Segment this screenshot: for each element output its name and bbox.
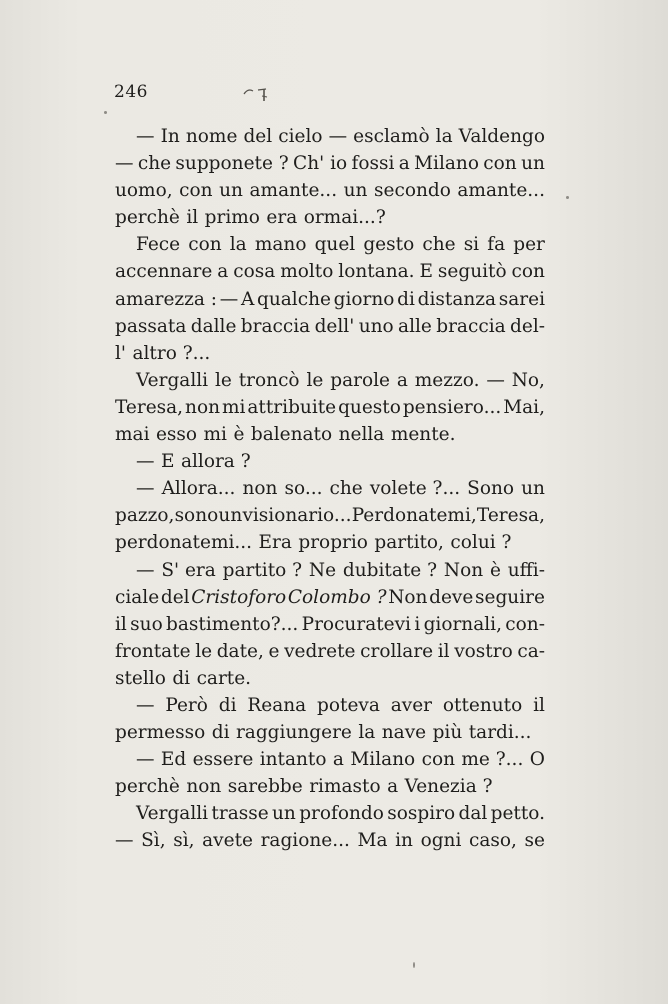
word: mai [115, 424, 150, 446]
text-line [115, 557, 545, 584]
word: perdonatemi... [115, 532, 253, 554]
italic-word: Cristoforo [191, 586, 287, 608]
word: si [463, 234, 480, 256]
word: — [136, 694, 155, 716]
word: supponete ? [175, 153, 289, 175]
word: non [185, 396, 220, 418]
word: essere [192, 749, 254, 771]
word: mi [221, 396, 246, 418]
word: il [437, 640, 450, 662]
word: cosa [233, 261, 276, 283]
word: che [137, 153, 172, 175]
text-line [115, 231, 545, 258]
word: che [329, 478, 363, 500]
word: attribuite [247, 396, 337, 418]
word: Però [165, 694, 208, 716]
word: O [529, 749, 545, 771]
word: In [160, 126, 180, 147]
word: sospiro [387, 803, 456, 825]
word: Ne [308, 559, 337, 581]
word: petto. [490, 803, 545, 825]
word: a [387, 776, 399, 798]
word: la [358, 722, 376, 744]
word: di [172, 667, 191, 689]
word: l' [115, 342, 127, 364]
word: uffi- [507, 559, 545, 581]
word: a [398, 153, 410, 175]
word: Milano [350, 749, 416, 771]
word: Perdonatemi, [351, 505, 477, 527]
word: nome [185, 126, 238, 147]
word: date, [216, 640, 264, 662]
word: carte. [196, 667, 252, 689]
page-number: 246 [114, 82, 148, 102]
word: — [486, 369, 505, 391]
word: E [160, 451, 175, 473]
word: Milano [414, 153, 479, 175]
word: dubitate ? [342, 559, 438, 581]
word: perchè [115, 207, 180, 229]
text-line [115, 177, 545, 204]
word: Non [388, 586, 428, 608]
word: Teresa, [476, 505, 545, 527]
word: con [179, 180, 213, 202]
text-line [115, 286, 545, 313]
text-line [115, 638, 545, 665]
word: avete [202, 830, 253, 852]
word: profondo [299, 803, 384, 825]
word: poteva [317, 694, 380, 716]
word: accennare [115, 261, 213, 283]
word: — [219, 288, 239, 310]
word: rimasto [309, 776, 381, 798]
word: — [115, 153, 134, 175]
word: trasse [211, 803, 269, 825]
word: — [115, 830, 134, 852]
word: amarezza : [115, 288, 218, 310]
word: è [489, 559, 501, 581]
word: giornali, [423, 613, 502, 635]
word: a [217, 261, 229, 283]
word: un [218, 505, 243, 527]
text-line [115, 313, 545, 340]
word: tardi... [468, 722, 532, 744]
word: volete ?... [369, 478, 461, 500]
word: il [533, 694, 545, 716]
word: il [186, 207, 199, 229]
word: bastimento?... [166, 613, 299, 635]
word: — [136, 478, 155, 500]
word: sarei [498, 288, 545, 310]
word: nave [381, 722, 427, 744]
text-line [115, 800, 545, 827]
ink-mark-icon [242, 84, 270, 104]
word: uomo, [115, 180, 173, 202]
word: pazzo, [115, 505, 175, 527]
text-line [115, 502, 545, 529]
word: mi [203, 424, 227, 446]
text-line [115, 529, 545, 556]
word: del- [510, 315, 545, 337]
word: la [229, 234, 247, 256]
word: seguitò [437, 261, 507, 283]
text-line [115, 421, 545, 448]
word: giorno [333, 288, 395, 310]
body-text [115, 123, 545, 855]
text-line [115, 475, 545, 502]
word: non [242, 478, 278, 500]
text-line [115, 204, 545, 231]
word: con- [505, 613, 545, 635]
word: vedrete [284, 640, 356, 662]
word: E [419, 261, 433, 283]
word: stello [115, 667, 166, 689]
word: proprio [298, 532, 368, 554]
word: un [521, 153, 545, 175]
word: braccia [240, 315, 311, 337]
word: partito ? [222, 559, 303, 581]
word: fossi [351, 153, 395, 175]
word: dell' [314, 315, 355, 337]
word: se [524, 830, 545, 852]
word: Reana [247, 694, 307, 716]
word: amante... [249, 180, 338, 202]
word: con [188, 234, 222, 256]
word: a [332, 749, 344, 771]
word: Sì, [141, 830, 166, 852]
word: un [272, 803, 296, 825]
word: perchè [115, 776, 180, 798]
text-line [115, 665, 545, 692]
word: Vergalli [136, 369, 209, 391]
word: Ed [160, 749, 187, 771]
word: uno [358, 315, 394, 337]
word: Venezia ? [404, 776, 493, 798]
word: fa [487, 234, 506, 256]
word: sono [174, 505, 219, 527]
word: — [136, 126, 155, 147]
word: del [243, 126, 273, 147]
word: Vergalli [136, 803, 209, 825]
word: Ch' io [293, 153, 348, 175]
word: più [432, 722, 463, 744]
word: troncò [238, 369, 300, 391]
text-line [115, 746, 545, 773]
word: Valdengo [458, 126, 545, 147]
word: un [343, 180, 368, 202]
word: ottenuto [442, 694, 523, 716]
word: la [435, 126, 453, 147]
word: raggiungere [235, 722, 352, 744]
word: me ?... [461, 749, 524, 771]
word: quel [314, 234, 356, 256]
text-line [115, 367, 545, 394]
word: colui ? [450, 532, 512, 554]
text-line [115, 340, 545, 367]
word: intanto [259, 749, 327, 771]
word: — [136, 749, 155, 771]
word: ogni [420, 830, 462, 852]
word: mezzo. [414, 369, 480, 391]
word: mente. [390, 424, 456, 446]
word: ormai...? [303, 207, 386, 229]
word: Mai, [503, 396, 545, 418]
word: lontana. [338, 261, 415, 283]
word: Sono [467, 478, 515, 500]
word: so... [284, 478, 323, 500]
word: permesso [115, 722, 206, 744]
word: visionario... [242, 505, 352, 527]
word: era [266, 207, 298, 229]
word: suo [130, 613, 163, 635]
word: alle [398, 315, 432, 337]
word: esso [155, 424, 198, 446]
word: partito, [374, 532, 444, 554]
word: ragione... [260, 830, 350, 852]
word: Non [443, 559, 484, 581]
word: qualche [257, 288, 331, 310]
word: S' era [161, 559, 216, 581]
word: No, [511, 369, 545, 391]
word: le [214, 369, 232, 391]
word: non [186, 776, 222, 798]
word: parole [330, 369, 390, 391]
word: le [195, 640, 213, 662]
word: in [395, 830, 413, 852]
word: A [240, 288, 255, 310]
word: vostro [454, 640, 513, 662]
text-line [115, 719, 545, 746]
word: mano [254, 234, 307, 256]
text-line [115, 150, 545, 177]
word: questo [338, 396, 401, 418]
word: sì, [173, 830, 195, 852]
word: di [218, 694, 237, 716]
word: un [219, 180, 243, 202]
word: Procuratevi [301, 613, 411, 635]
word: che [422, 234, 456, 256]
word: esclamò [353, 126, 430, 147]
word: amante... [457, 180, 545, 202]
word: secondo [374, 180, 451, 202]
print-speck [566, 196, 569, 199]
word: del [160, 586, 190, 608]
word: deve [429, 586, 474, 608]
print-speck [413, 962, 415, 968]
word: caso, [469, 830, 517, 852]
word: molto [280, 261, 334, 283]
text-line [115, 123, 545, 150]
text-line [115, 692, 545, 719]
word: con [483, 153, 517, 175]
word: e [268, 640, 280, 662]
word: passata [115, 315, 187, 337]
word: per [513, 234, 545, 256]
word: un [521, 478, 545, 500]
word: è [233, 424, 245, 446]
word: seguire [475, 586, 545, 608]
word: Allora... [161, 478, 236, 500]
word: le [306, 369, 324, 391]
word: con [421, 749, 455, 771]
word: gesto [363, 234, 415, 256]
word: — [328, 126, 348, 147]
word: Era [258, 532, 292, 554]
word: nella [338, 424, 385, 446]
word: Teresa, [115, 396, 184, 418]
italic-word: Colombo ? [287, 586, 387, 608]
text-line [115, 448, 545, 475]
word: aver [390, 694, 433, 716]
text-line [115, 584, 545, 611]
text-line [115, 611, 545, 638]
word: di [211, 722, 230, 744]
word: dalle [190, 315, 237, 337]
text-line [115, 258, 545, 285]
word: di [397, 288, 415, 310]
word: Ma [357, 830, 388, 852]
word: cielo [278, 126, 323, 147]
word: ciale [115, 586, 160, 608]
word: — [136, 451, 155, 473]
print-speck [104, 111, 107, 114]
word: allora ? [180, 451, 251, 473]
word: il [115, 613, 127, 635]
word: altro ?... [132, 342, 211, 364]
word: pensiero... [402, 396, 502, 418]
word: braccia [436, 315, 506, 337]
word: sarebbe [227, 776, 303, 798]
word: — [136, 559, 155, 581]
word: primo [204, 207, 260, 229]
word: ca- [517, 640, 545, 662]
word: dal [458, 803, 488, 825]
text-line [115, 827, 545, 854]
word: frontate [115, 640, 191, 662]
text-line [115, 394, 545, 421]
word: i [414, 613, 421, 635]
word: Fece [136, 234, 181, 256]
word: distanza [417, 288, 497, 310]
word: con [511, 261, 545, 283]
text-line [115, 773, 545, 800]
word: crollare [360, 640, 434, 662]
word: balenato [250, 424, 333, 446]
word: a [396, 369, 408, 391]
